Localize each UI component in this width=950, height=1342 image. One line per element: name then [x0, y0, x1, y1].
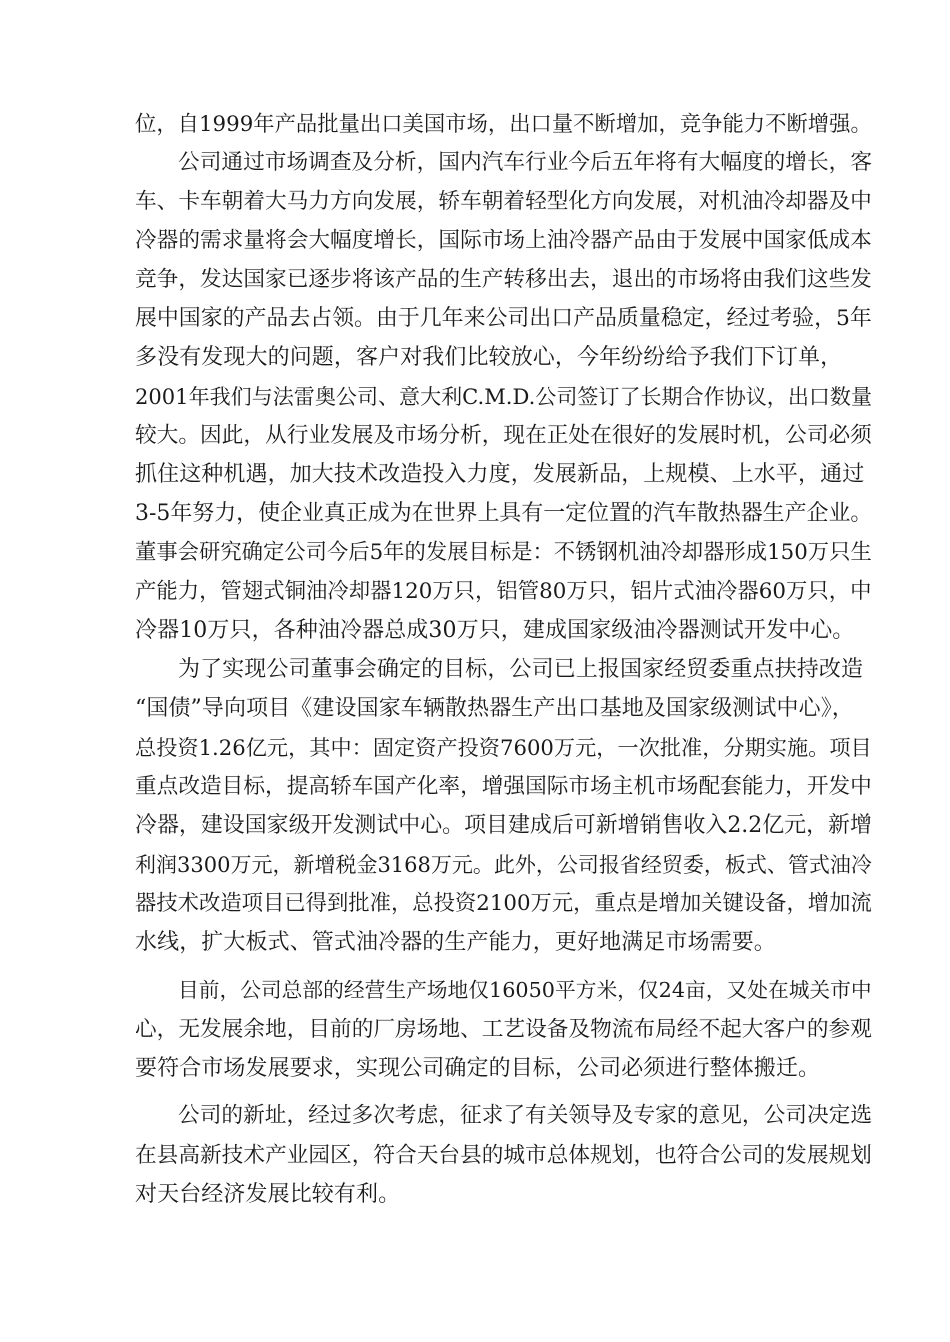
- text-line: 冷器，建设国家级开发测试中心。项目建成后可新增销售收入2.2亿元，新增: [135, 813, 872, 838]
- text-line: 对天台经济发展比较有利。: [135, 1182, 401, 1207]
- text-line: 水线，扩大板式、管式油冷器的生产能力，更好地满足市场需要。: [135, 930, 776, 955]
- text-line: 多没有发现大的问题，客户对我们比较放心，今年纷纷给予我们下订单，: [135, 345, 843, 370]
- text-line: 心，无发展余地，目前的厂房场地、工艺设备及物流布局经不起大客户的参观: [135, 1017, 872, 1042]
- text-line: 产能力，管翅式铜油冷却器120万只，铝管80万只，铝片式油冷器60万只，中: [135, 579, 872, 604]
- paragraph-start-line: 目前，公司总部的经营生产场地仅16050平方米，仅24亩，又处在城关市中: [178, 978, 872, 1002]
- text-line: 位，自1999年产品批量出口美国市场，出口量不断增加，竞争能力不断增强。: [135, 112, 872, 137]
- text-line: 抓住这种机遇，加大技术改造投入力度，发展新品，上规模、上水平，通过: [135, 462, 865, 487]
- text-line: 董事会研究确定公司今后5年的发展目标是：不锈钢机油冷却器形成150万只生: [135, 540, 872, 565]
- text-line: 要符合市场发展要求，实现公司确定的目标，公司必须进行整体搬迁。: [135, 1056, 821, 1081]
- text-line: 2001年我们与法雷奥公司、意大利C.M.D.公司签订了长期合作协议，出口数量: [135, 384, 873, 409]
- text-line: 器技术改造项目已得到批准，总投资2100万元，重点是增加关键设备，增加流: [135, 891, 872, 916]
- paragraph-start-line: 公司通过市场调查及分析，国内汽车行业今后五年将有大幅度的增长，客: [178, 150, 873, 175]
- text-line: 竞争，发达国家已逐步将该产品的生产转移出去，退出的市场将由我们这些发: [135, 267, 872, 292]
- text-line: 冷器10万只，各种油冷器总成30万只，建成国家级油冷器测试开发中心。: [135, 618, 855, 643]
- text-line: “国债”导向项目《建设国家车辆散热器生产出口基地及国家级测试中心》，: [135, 696, 854, 721]
- text-line: 总投资1.26亿元，其中：固定资产投资7600万元，一次批准，分期实施。项目: [135, 735, 872, 760]
- paragraph-start-line: 为了实现公司董事会确定的目标，公司已上报国家经贸委重点扶持改造: [178, 657, 864, 682]
- text-line: 冷器的需求量将会大幅度增长，国际市场上油冷器产品由于发展中国家低成本: [135, 228, 872, 253]
- paragraph-start-line: 公司的新址，经过多次考虑，征求了有关领导及专家的意见，公司决定选: [178, 1103, 873, 1128]
- text-line: 重点改造目标，提高轿车国产化率，增强国际市场主机市场配套能力，开发中: [135, 774, 872, 799]
- text-line: 在县高新技术产业园区，符合天台县的城市总体规划，也符合公司的发展规划: [135, 1143, 872, 1168]
- text-line: 展中国家的产品去占领。由于几年来公司出口产品质量稳定，经过考验，5年: [135, 306, 872, 331]
- text-line: 利润3300万元，新增税金3168万元。此外，公司报省经贸委，板式、管式油冷: [135, 853, 872, 877]
- text-line: 车、卡车朝着大马力方向发展，轿车朝着轻型化方向发展，对机油冷却器及中: [135, 189, 872, 214]
- text-line: 3-5年努力，使企业真正成为在世界上具有一定位置的汽车散热器生产企业。: [135, 501, 873, 526]
- text-line: 较大。因此，从行业发展及市场分析，现在正处在很好的发展时机，公司必须: [135, 423, 872, 448]
